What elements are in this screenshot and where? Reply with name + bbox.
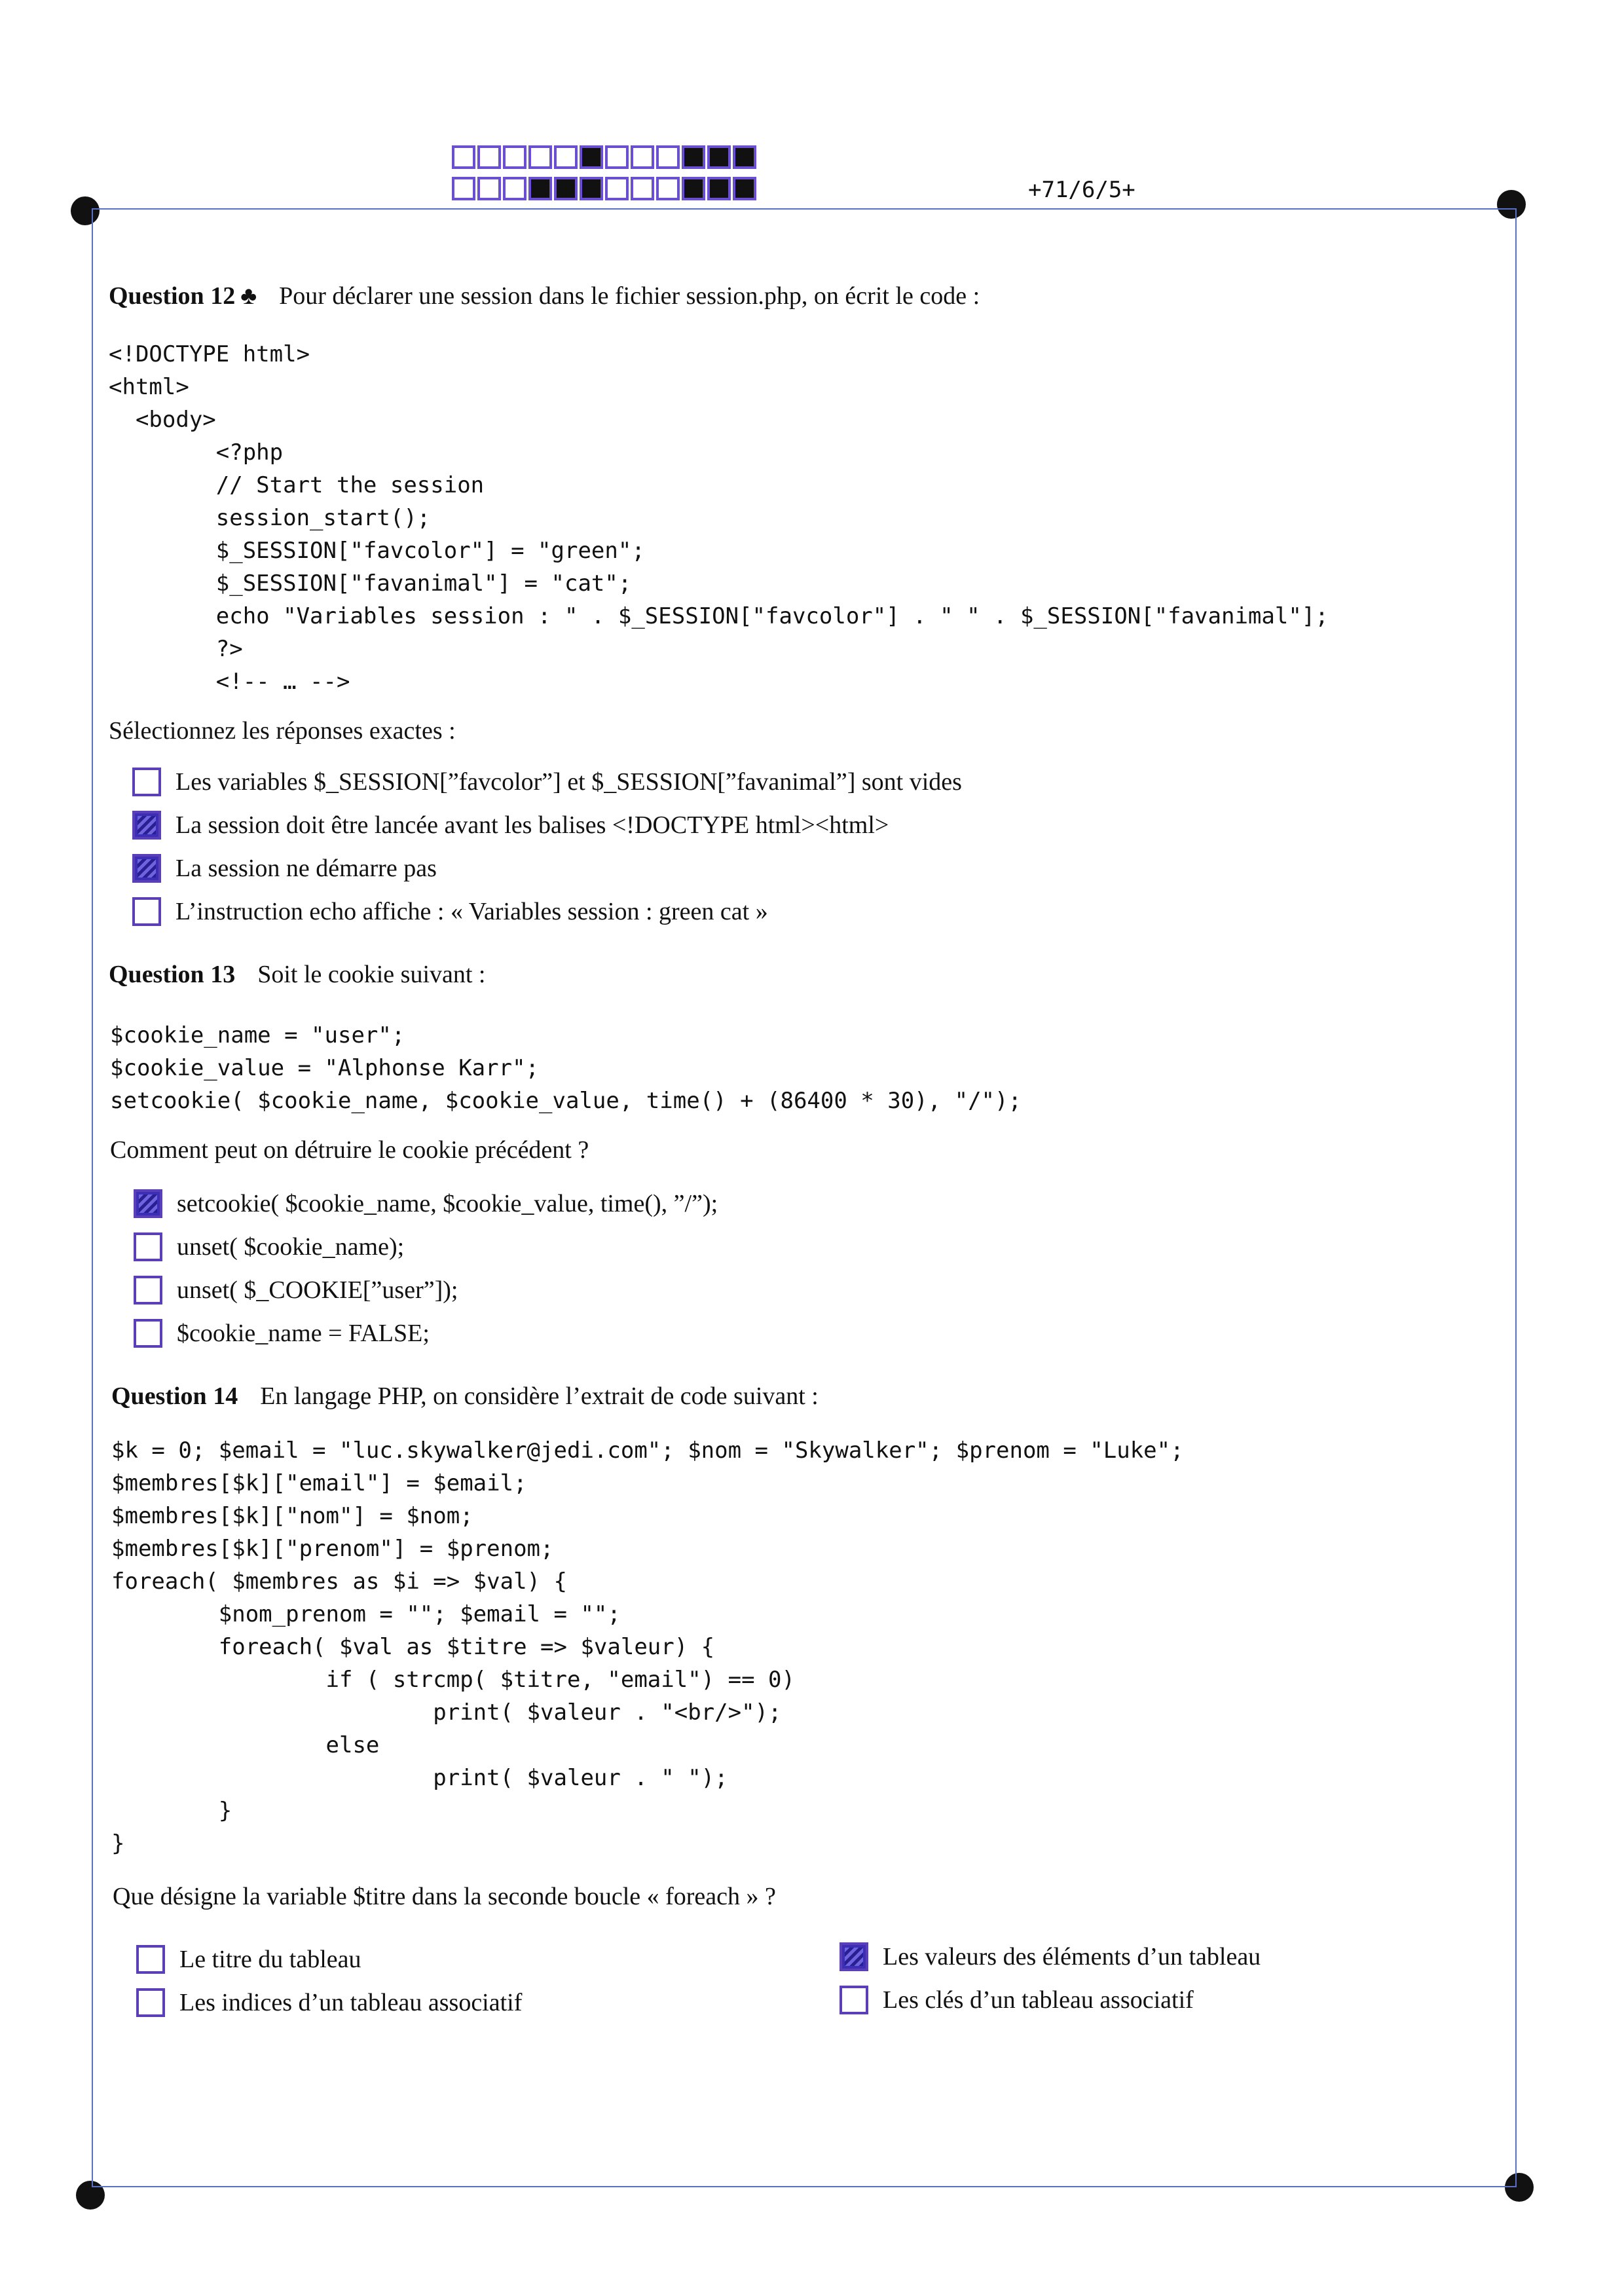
question-12-number: Question 12	[109, 282, 236, 310]
question-13-text: Soit le cookie suivant :	[257, 961, 486, 988]
code-line: $nom_prenom = ""; $email = "";	[111, 1601, 621, 1627]
option-label: setcookie( $cookie_name, $cookie_value, time(), ”/”);	[177, 1190, 718, 1217]
bar-cell	[554, 177, 578, 200]
option-label: La session ne démarre pas	[175, 855, 437, 882]
checkbox[interactable]	[132, 854, 161, 883]
option-label: Les variables $_SESSION[”favcolor”] et $_SESSION[”favanimal”] sont vides	[175, 768, 962, 796]
code-line: $cookie_value = "Alphonse Karr";	[110, 1055, 540, 1081]
question-12-header	[109, 282, 980, 310]
checkbox[interactable]	[132, 897, 161, 926]
checkbox[interactable]	[136, 1988, 165, 2017]
bar-cell	[656, 145, 680, 169]
bar-cell	[580, 145, 603, 169]
checkbox[interactable]	[840, 1942, 868, 1971]
code-line: <!DOCTYPE html>	[109, 341, 310, 367]
code-line: <html>	[109, 374, 189, 400]
page-code: +71/6/5+	[1028, 177, 1135, 203]
q12-option-2[interactable]	[132, 811, 889, 840]
bar-cell	[452, 145, 475, 169]
bar-cell	[503, 177, 526, 200]
question-14-number: Question 14	[111, 1382, 238, 1410]
question-13-number: Question 13	[109, 961, 236, 988]
bar-cell	[707, 145, 731, 169]
code-line: if ( strcmp( $titre, "email") == 0)	[111, 1667, 795, 1693]
code-line: // Start the session	[109, 472, 485, 498]
code-line: setcookie( $cookie_name, $cookie_value, time() + (86400 * 30), "/");	[110, 1088, 1022, 1114]
checkbox[interactable]	[134, 1232, 162, 1261]
bar-cell	[682, 145, 705, 169]
q12-option-1[interactable]	[132, 768, 962, 796]
code-line: print( $valeur . " ");	[111, 1765, 728, 1791]
q14-option-1[interactable]	[136, 1945, 361, 1974]
question-14-prompt: Que désigne la variable $titre dans la seconde boucle « foreach » ?	[113, 1883, 776, 1910]
id-bar-row-2	[452, 177, 758, 200]
bar-cell	[528, 145, 552, 169]
code-line: <body>	[109, 407, 216, 433]
bar-cell	[503, 145, 526, 169]
checkbox[interactable]	[132, 811, 161, 840]
code-line: foreach( $membres as $i => $val) {	[111, 1568, 567, 1595]
checkbox[interactable]	[136, 1945, 165, 1974]
option-label: La session doit être lancée avant les balises <!DOCTYPE html><html>	[175, 811, 889, 839]
checkbox[interactable]	[134, 1189, 162, 1218]
option-label: Le titre du tableau	[179, 1946, 361, 1973]
question-14-text: En langage PHP, on considère l’extrait de code suivant :	[260, 1382, 819, 1410]
q13-option-4[interactable]	[134, 1319, 430, 1348]
option-label: L’instruction echo affiche : « Variables session : green cat »	[175, 898, 768, 925]
code-line: $membres[$k]["prenom"] = $prenom;	[111, 1536, 554, 1562]
code-line: else	[111, 1732, 380, 1758]
question-12-text: Pour déclarer une session dans le fichier session.php, on écrit le code :	[279, 282, 980, 310]
question-13-code	[110, 1019, 1022, 1117]
code-line: echo "Variables session : " . $_SESSION["favcolor"] . " " . $_SESSION["favanimal"];	[109, 603, 1329, 629]
q14-option-4[interactable]	[840, 1986, 1194, 2014]
code-line: session_start();	[109, 505, 431, 531]
checkbox[interactable]	[134, 1276, 162, 1305]
bar-cell	[477, 145, 501, 169]
bar-cell	[631, 177, 654, 200]
club-icon: ♣	[240, 282, 257, 310]
option-label: unset( $cookie_name);	[177, 1233, 405, 1261]
code-line: $cookie_name = "user";	[110, 1022, 405, 1048]
code-line: $k = 0; $email = "luc.skywalker@jedi.com"; $nom = "Skywalker"; $prenom = "Luke";	[111, 1437, 1184, 1464]
code-line: }	[111, 1830, 125, 1857]
code-line: <!-- … -->	[109, 669, 350, 695]
bar-cell	[682, 177, 705, 200]
code-line: foreach( $val as $titre => $valeur) {	[111, 1634, 715, 1660]
bar-cell	[554, 145, 578, 169]
id-bar-row-1	[452, 145, 758, 169]
bar-cell	[631, 145, 654, 169]
question-13-prompt: Comment peut on détruire le cookie précédent ?	[110, 1136, 589, 1164]
option-label: Les valeurs des éléments d’un tableau	[883, 1943, 1261, 1971]
bar-cell	[528, 177, 552, 200]
checkbox[interactable]	[840, 1986, 868, 2014]
bar-cell	[605, 145, 629, 169]
question-13-header	[109, 960, 486, 989]
q13-option-1[interactable]	[134, 1189, 718, 1218]
code-line: print( $valeur . "<br/>");	[111, 1699, 782, 1726]
question-12-prompt: Sélectionnez les réponses exactes :	[109, 717, 456, 745]
checkbox[interactable]	[134, 1319, 162, 1348]
code-line: ?>	[109, 636, 243, 662]
code-line: <?php	[109, 439, 284, 466]
option-label: unset( $_COOKIE[”user”]);	[177, 1276, 458, 1304]
bar-cell	[707, 177, 731, 200]
bar-cell	[733, 145, 756, 169]
bar-cell	[733, 177, 756, 200]
q14-option-2[interactable]	[136, 1988, 522, 2017]
question-14-header	[111, 1382, 819, 1411]
q13-option-2[interactable]	[134, 1232, 404, 1261]
q12-option-4[interactable]	[132, 897, 768, 926]
bar-cell	[656, 177, 680, 200]
option-label: Les indices d’un tableau associatif	[179, 1989, 523, 2016]
code-line: $_SESSION["favanimal"] = "cat";	[109, 570, 632, 597]
bar-cell	[452, 177, 475, 200]
q12-option-3[interactable]	[132, 854, 437, 883]
bar-cell	[580, 177, 603, 200]
q14-option-3[interactable]	[840, 1942, 1261, 1971]
option-label: $cookie_name = FALSE;	[177, 1320, 430, 1347]
option-label: Les clés d’un tableau associatif	[883, 1986, 1194, 2014]
question-12-code	[109, 338, 1329, 698]
code-line: $membres[$k]["nom"] = $nom;	[111, 1503, 473, 1529]
q13-option-3[interactable]	[134, 1276, 458, 1305]
code-line: $membres[$k]["email"] = $email;	[111, 1470, 527, 1496]
checkbox[interactable]	[132, 768, 161, 796]
bar-cell	[477, 177, 501, 200]
code-line: }	[111, 1798, 232, 1824]
question-14-code	[111, 1434, 1184, 1860]
code-line: $_SESSION["favcolor"] = "green";	[109, 538, 645, 564]
bar-cell	[605, 177, 629, 200]
